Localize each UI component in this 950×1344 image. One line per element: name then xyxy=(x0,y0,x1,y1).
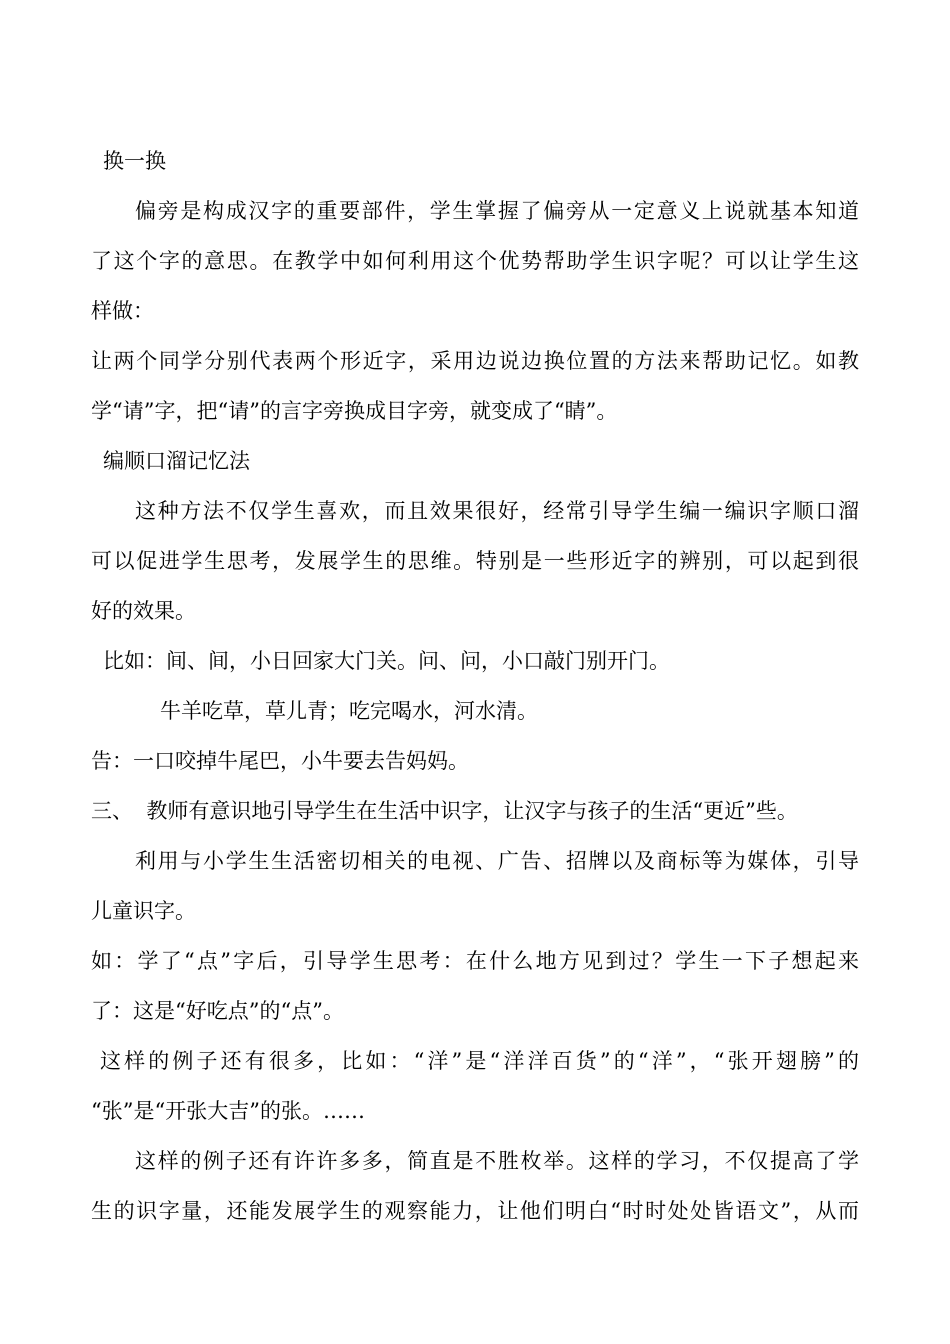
example-line: 告：一口咬掉牛尾巴，小牛要去告妈妈。 xyxy=(91,749,469,773)
paragraph-line: 好的效果。 xyxy=(91,599,196,623)
paragraph-line: “张”是“开张大吉”的张。…… xyxy=(91,1099,365,1123)
paragraph-line: 这样的例子还有很多，比如：“洋”是“洋洋百货”的“洋”，“张开翅膀”的 xyxy=(100,1049,859,1073)
paragraph-line: 儿童识字。 xyxy=(91,899,196,923)
heading-huanyihuan: 换一换 xyxy=(103,149,166,173)
paragraph-line: 这种方法不仅学生喜欢，而且效果很好，经常引导学生编一编识字顺口溜 xyxy=(135,499,859,523)
heading-mnemonic: 编顺口溜记忆法 xyxy=(103,449,250,473)
example-line: 比如：间、间，小日回家大门关。问、问，小口敲门别开门。 xyxy=(103,649,670,673)
paragraph-line: 了这个字的意思。在教学中如何利用这个优势帮助学生识字呢？可以让学生这 xyxy=(91,249,859,273)
paragraph-line: 可以促进学生思考，发展学生的思维。特别是一些形近字的辨别，可以起到很 xyxy=(91,549,859,573)
paragraph-line: 偏旁是构成汉字的重要部件，学生掌握了偏旁从一定意义上说就基本知道 xyxy=(135,199,859,223)
paragraph-line: 这样的例子还有许许多多，简直是不胜枚举。这样的学习，不仅提高了学 xyxy=(135,1149,859,1173)
section-heading-three: 三、 教师有意识地引导学生在生活中识字，让汉字与孩子的生活“更近”些。 xyxy=(91,799,798,823)
paragraph-line: 了：这是“好吃点”的“点”。 xyxy=(91,999,344,1023)
example-line: 牛羊吃草，草儿青；吃完喝水，河水清。 xyxy=(160,699,538,723)
paragraph-line: 如：学了“点”字后，引导学生思考：在什么地方见到过？学生一下子想起来 xyxy=(91,949,859,973)
paragraph-line: 利用与小学生生活密切相关的电视、广告、招牌以及商标等为媒体，引导 xyxy=(135,849,859,873)
paragraph-line: 生的识字量，还能发展学生的观察能力，让他们明白“时时处处皆语文”，从而 xyxy=(91,1199,859,1223)
paragraph-line: 让两个同学分别代表两个形近字，采用边说边换位置的方法来帮助记忆。如教 xyxy=(91,349,859,373)
paragraph-line: 样做： xyxy=(91,299,154,323)
paragraph-line: 学“请”字，把“请”的言字旁换成目字旁，就变成了“睛”。 xyxy=(91,399,618,423)
